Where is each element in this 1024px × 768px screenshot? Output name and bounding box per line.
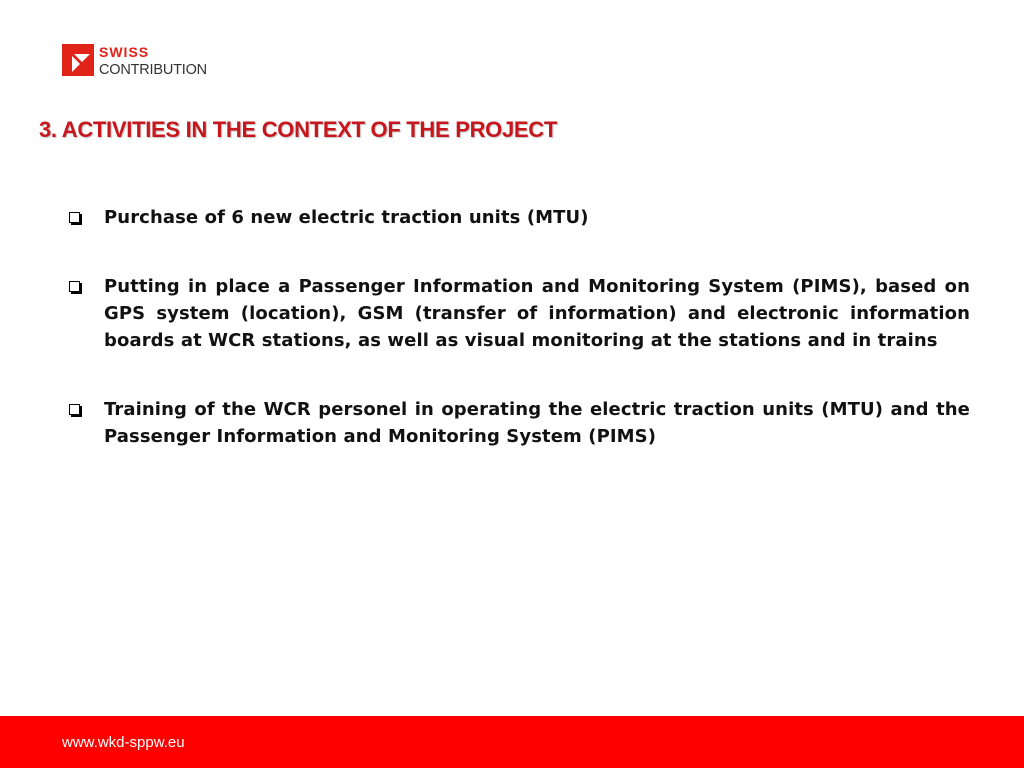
activity-list	[68, 204, 970, 492]
footer-bar	[0, 716, 1024, 768]
list-item	[68, 273, 970, 354]
logo-line-contribution: CONTRIBUTION	[99, 62, 207, 78]
list-item-text: Training of the WCR personel in operating the electric traction units (MTU) and the Passenger Information and Monitoring System (PIMS)	[104, 399, 970, 447]
list-item	[68, 396, 970, 450]
footer-url-link[interactable]: www.wkd-sppw.eu	[62, 734, 185, 751]
logo-text	[99, 44, 207, 78]
list-item	[68, 204, 970, 231]
checkbox-bullet-icon	[69, 281, 80, 292]
checkbox-bullet-icon	[69, 404, 80, 415]
swiss-cross-icon	[62, 44, 94, 76]
page-title: 3. ACTIVITIES IN THE CONTEXT OF THE PROJECT	[39, 117, 558, 142]
swiss-contribution-logo	[62, 44, 207, 78]
logo-line-swiss: SWISS	[99, 44, 150, 60]
checkbox-bullet-icon	[69, 212, 80, 223]
list-item-text: Putting in place a Passenger Information and Monitoring System (PIMS), based on GPS system (location), GSM (transfer of information) and electronic information boards at WCR stations, as well as visual monitoring at the stations and in trains	[104, 276, 970, 351]
list-item-text: Purchase of 6 new electric traction units (MTU)	[104, 207, 589, 228]
